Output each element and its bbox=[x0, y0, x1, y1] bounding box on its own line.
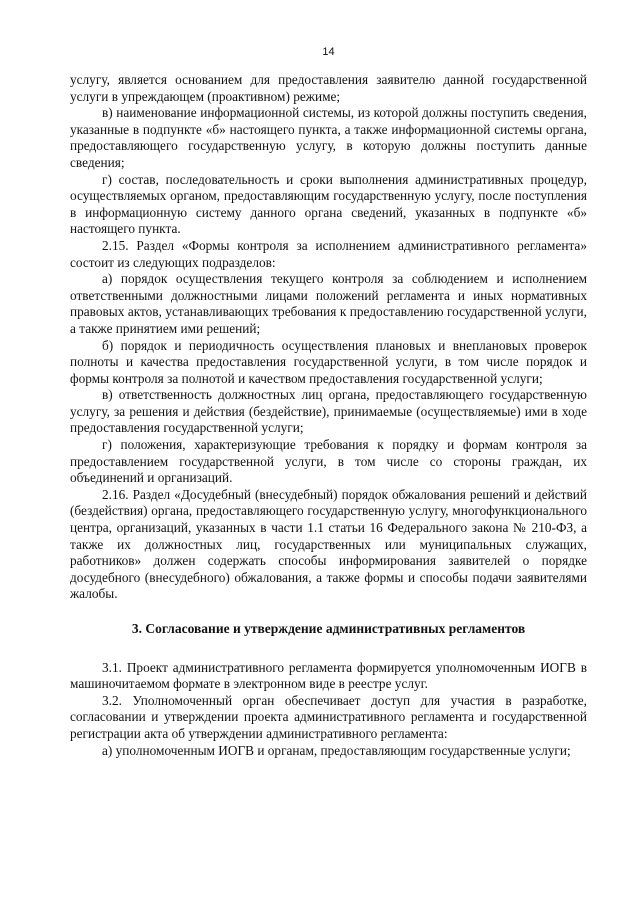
paragraph: 2.16. Раздел «Досудебный (внесудебный) порядок обжалования решений и действий (бездействия) органа, предоставляющего государственную услугу, многофункционального центра, организаций, указанных в части 1.1 статьи 16 Федерального закона № 210-ФЗ, а также их должностных лиц, государственных или муниципальных служащих, работников» должен содержать способы информирования заявителей о порядке досудебного (внесудебного) обжалования, а также формы и способы подачи заявителями жалобы. bbox=[70, 486, 587, 602]
paragraph: 2.15. Раздел «Формы контроля за исполнением административного регламента» состоит из следующих подразделов: bbox=[70, 237, 587, 270]
paragraph: б) порядок и периодичность осуществления плановых и внеплановых проверок полноты и качества предоставления государственной услуги, в том числе порядок и формы контроля за полнотой и качеством предоставления государственной услуги; bbox=[70, 337, 587, 386]
section-heading: 3. Согласование и утверждение административных регламентов bbox=[131, 621, 526, 636]
paragraphs-top bbox=[70, 72, 587, 603]
paragraph: 3.1. Проект административного регламента формируется уполномоченным ИОГВ в машиночитаемом формате в электронном виде в реестре услуг. bbox=[70, 659, 587, 692]
paragraph: в) ответственность должностных лиц органа, предоставляющего государственную услугу, за решения и действия (бездействие), принимаемые (осуществляемые) ими в ходе предоставления государственной услуги; bbox=[70, 387, 587, 436]
paragraph: 3.2. Уполномоченный орган обеспечивает доступ для участия в разработке, согласовании и утверждении проекта административного регламента и государственной регистрации акта об утверждении административного регламента: bbox=[70, 692, 587, 741]
paragraphs-bottom bbox=[70, 660, 587, 760]
paragraph: г) состав, последовательность и сроки выполнения административных процедур, осуществляемых органом, предоставляющим государственную услугу, после поступления в информационную систему данного органа сведений, указанных в подпункте «б» настоящего пункта. bbox=[70, 171, 587, 237]
paragraph: а) уполномоченным ИОГВ и органам, предоставляющим государственные услуги; bbox=[102, 742, 571, 758]
paragraph: услугу, является основанием для предоставления заявителю данной государственной услуги в упреждающем (проактивном) режиме; bbox=[70, 72, 587, 104]
paragraph: а) порядок осуществления текущего контроля за соблюдением и исполнением ответственными должностными лицами положений регламента и иных нормативных правовых актов, устанавливающих требования к предоставлению государственной услуги, а также принятием ими решений; bbox=[70, 271, 587, 336]
paragraph: в) наименование информационной системы, из которой должны поступить сведения, указанные в подпункте «б» настоящего пункта, а также информационной системы органа, предоставляющего государственную услугу, в которую должны поступить данные сведения; bbox=[70, 105, 587, 170]
page-number: 14 bbox=[322, 46, 335, 58]
paragraph: г) положения, характеризующие требования к порядку и формам контроля за предоставлением государственной услуги, в том числе со стороны граждан, их объединений и организаций. bbox=[70, 437, 587, 486]
document-page bbox=[70, 46, 587, 759]
